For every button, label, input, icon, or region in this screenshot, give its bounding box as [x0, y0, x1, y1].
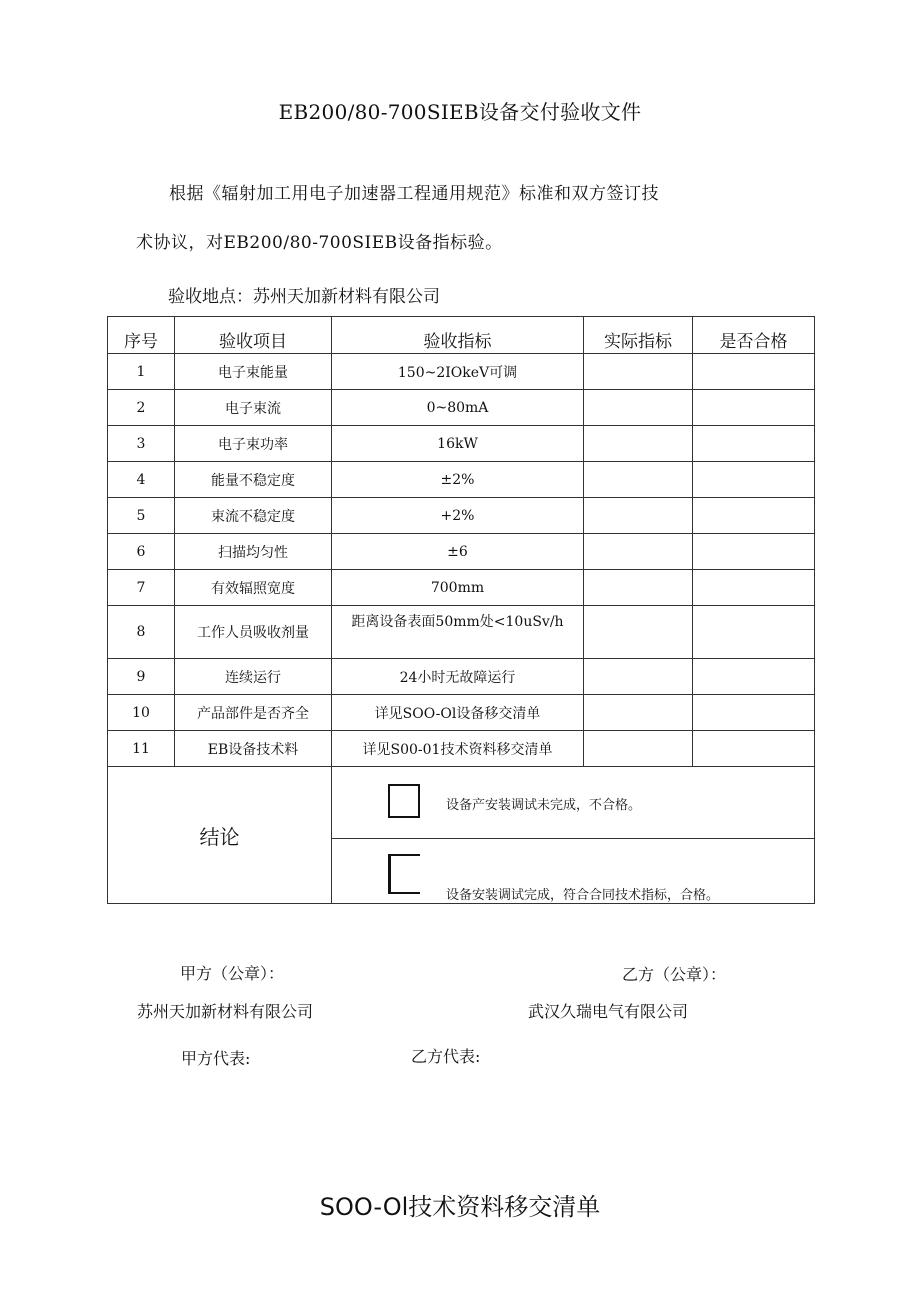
row-actual: [584, 731, 693, 767]
row-actual: [584, 534, 693, 570]
row-no: 9: [108, 659, 175, 695]
row-actual: [584, 426, 693, 462]
row-spec: 24小时无故障运行: [332, 659, 584, 695]
table-row: [108, 390, 815, 426]
row-item: 电子束功率: [175, 426, 332, 462]
row-pass: [693, 570, 815, 606]
acceptance-table: [107, 316, 815, 904]
row-pass: [693, 606, 815, 659]
header-spec: 验收指标: [332, 317, 584, 354]
row-spec: ±6: [332, 534, 584, 570]
pass-checkbox[interactable]: [388, 854, 420, 894]
row-spec: +2%: [332, 498, 584, 534]
fail-checkbox[interactable]: [388, 784, 420, 818]
row-pass: [693, 498, 815, 534]
row-actual: [584, 498, 693, 534]
row-pass: [693, 731, 815, 767]
table-row: [108, 534, 815, 570]
row-no: 3: [108, 426, 175, 462]
row-spec: 0~80mA: [332, 390, 584, 426]
row-pass: [693, 390, 815, 426]
party-b-representative: 乙方代表:: [411, 1047, 481, 1066]
table-row: [108, 570, 815, 606]
table-row: [108, 731, 815, 767]
row-pass: [693, 695, 815, 731]
row-item: 电子束能量: [175, 354, 332, 390]
row-no: 2: [108, 390, 175, 426]
document-title: EB200/80-700SIEB设备交付验收文件: [278, 100, 642, 124]
table-row: [108, 695, 815, 731]
row-pass: [693, 534, 815, 570]
row-pass: [693, 426, 815, 462]
option-fail-text: 设备产安装调试未完成，不合格。: [446, 798, 642, 814]
row-actual: [584, 390, 693, 426]
row-pass: [693, 659, 815, 695]
row-actual: [584, 659, 693, 695]
header-no: 序号: [108, 317, 175, 354]
row-actual: [584, 354, 693, 390]
table-header-row: [108, 317, 815, 354]
conclusion-label: 结论: [108, 767, 332, 904]
row-item: 连续运行: [175, 659, 332, 695]
row-actual: [584, 695, 693, 731]
row-pass: [693, 354, 815, 390]
conclusion-row-fail: [108, 767, 815, 839]
row-spec: 150~2IOkeV可调: [332, 354, 584, 390]
row-spec: ±2%: [332, 462, 584, 498]
party-a-company: 苏州天加新材料有限公司: [137, 1002, 314, 1021]
row-item: 有效辐照宽度: [175, 570, 332, 606]
row-no: 6: [108, 534, 175, 570]
row-item: 能量不稳定度: [175, 462, 332, 498]
row-no: 4: [108, 462, 175, 498]
row-item: 束流不稳定度: [175, 498, 332, 534]
table-row: [108, 426, 815, 462]
table-row: [108, 462, 815, 498]
table-row: [108, 659, 815, 695]
row-spec: 700mm: [332, 570, 584, 606]
header-item: 验收项目: [175, 317, 332, 354]
row-actual: [584, 462, 693, 498]
party-b-seal: 乙方（公章）：: [622, 965, 727, 984]
row-no: 7: [108, 570, 175, 606]
party-a-seal: 甲方（公章）：: [180, 964, 285, 983]
row-no: 1: [108, 354, 175, 390]
row-no: 11: [108, 731, 175, 767]
row-item: 扫描均匀性: [175, 534, 332, 570]
row-spec: 详见S00-01技术资料移交清单: [332, 731, 584, 767]
intro-line-1: 根据《辐射加工用电子加速器工程通用规范》标准和双方签订技: [169, 184, 659, 204]
table-row: [108, 606, 815, 659]
table-row: [108, 354, 815, 390]
row-no: 10: [108, 695, 175, 731]
option-pass-text: 设备安装调试完成，符合合同技术指标，合格。: [446, 887, 720, 903]
row-actual: [584, 606, 693, 659]
row-no: 8: [108, 606, 175, 659]
header-pass: 是否合格: [693, 317, 815, 354]
row-actual: [584, 570, 693, 606]
acceptance-location: [168, 282, 440, 307]
next-section-title: SOO-Ol技术资料移交清单: [319, 1193, 601, 1221]
row-spec: 详见SOO-Ol设备移交清单: [332, 695, 584, 731]
table-row: [108, 498, 815, 534]
location-value: 苏州天加新材料有限公司: [253, 287, 440, 307]
row-item: 工作人员吸收剂量: [175, 606, 332, 659]
party-b-company: 武汉久瑞电气有限公司: [528, 1002, 689, 1021]
row-spec: 16kW: [332, 426, 584, 462]
row-item: EB设备技术料: [175, 731, 332, 767]
option-pass-cell: [332, 838, 815, 903]
row-item: 电子束流: [175, 390, 332, 426]
option-fail-cell: [332, 767, 815, 839]
intro-line-2: 术协议，对EB200/80-700SIEB设备指标验。: [136, 233, 503, 253]
party-a-representative: 甲方代表:: [181, 1049, 251, 1068]
row-spec: 距离设备表面50mm处<10uSv/h: [332, 606, 584, 659]
row-pass: [693, 462, 815, 498]
header-actual: 实际指标: [584, 317, 693, 354]
row-item: 产品部件是否齐全: [175, 695, 332, 731]
location-label: 验收地点：: [168, 287, 253, 307]
row-no: 5: [108, 498, 175, 534]
